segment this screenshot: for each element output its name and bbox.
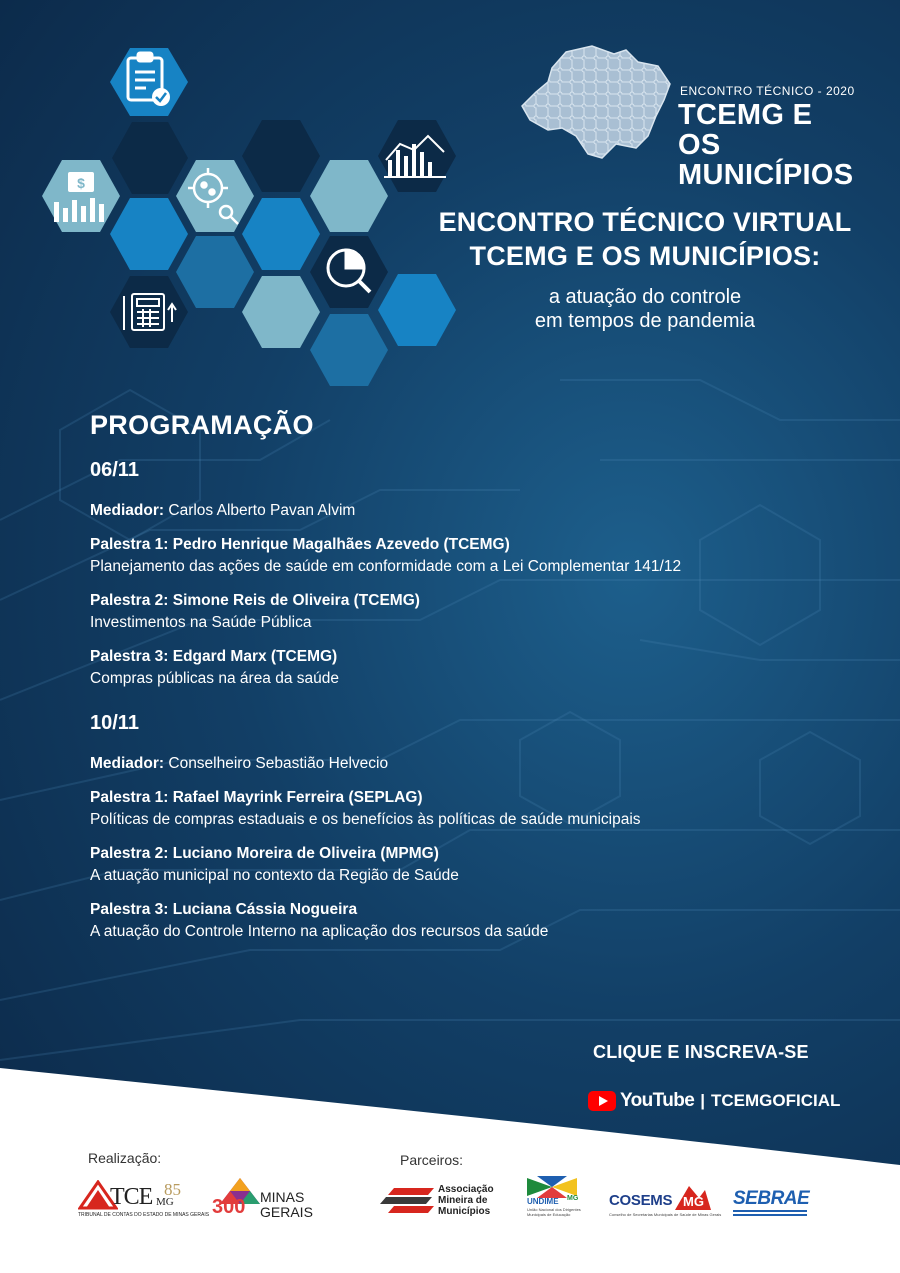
hex-tile	[176, 236, 254, 308]
mediator-label: Mediador:	[90, 755, 165, 772]
mediator-name: Conselheiro Sebastião Helvecio	[168, 755, 389, 772]
hex-tile	[310, 160, 388, 232]
amm-line3: Municípios	[438, 1206, 491, 1217]
mediator	[90, 500, 870, 522]
undime-tagline1: União Nacional dos Dirigentes	[527, 1207, 581, 1212]
day-date: 10/11	[90, 712, 139, 734]
hex-tile	[310, 236, 388, 308]
hex-tile	[112, 122, 188, 194]
mediator-label: Mediador:	[90, 502, 165, 519]
cosems-tagline: Conselho de Secretarias Municipais de Saúde de Minas Gerais	[609, 1212, 722, 1217]
hexagon-grid	[42, 48, 456, 386]
program-day	[90, 459, 870, 690]
talk-speaker: Rafael Mayrink Ferreira (SEPLAG)	[172, 789, 423, 806]
talk-label: Palestra 3:	[90, 648, 169, 665]
undime-tagline2: Municipais de Educação	[527, 1212, 571, 1217]
hex-tile	[176, 160, 254, 232]
logo-subtitle: ENCONTRO TÉCNICO - 2020	[680, 84, 855, 98]
day-date: 06/11	[90, 459, 139, 481]
talk-topic: Investimentos na Saúde Pública	[90, 614, 312, 631]
logo-title-line2: MUNICÍPIOS	[678, 159, 854, 191]
youtube-separator: |	[700, 1091, 706, 1110]
realizacao-label: Realização:	[88, 1150, 162, 1166]
minas-gerais-map-puzzle-icon	[518, 40, 678, 170]
sebrae-name: SEBRAE	[733, 1188, 810, 1209]
talk	[90, 787, 870, 831]
tce-tagline: TRIBUNAL DE CONTAS DO ESTADO DE MINAS GERAIS	[78, 1212, 210, 1218]
headline-line1: ENCONTRO TÉCNICO VIRTUAL	[438, 207, 852, 237]
talk-label: Palestra 1:	[90, 536, 169, 553]
tce-name: TCE	[110, 1184, 153, 1210]
talk-topic: A atuação municipal no contexto da Região de Saúde	[90, 867, 459, 884]
svg-text:$: $	[77, 175, 85, 191]
talk	[90, 590, 870, 634]
logo-title-line1: TCEMG E OS	[678, 99, 813, 161]
talk-label: Palestra 3:	[90, 901, 169, 918]
event-headline	[410, 205, 880, 333]
minas-line1: MINAS	[260, 1189, 305, 1205]
talk	[90, 534, 870, 578]
mediator-name: Carlos Alberto Pavan Alvim	[168, 502, 356, 519]
youtube-handle: TCEMGOFICIAL	[711, 1091, 841, 1110]
sebrae-logo	[733, 1186, 813, 1218]
youtube-wordmark: YouTube	[620, 1090, 695, 1111]
program-section	[90, 410, 870, 955]
headline-line3: a atuação do controle	[548, 286, 742, 308]
logo-title	[678, 100, 858, 190]
hex-tile	[242, 198, 320, 270]
cosems-mark: MG	[683, 1194, 704, 1209]
undime-sup: MG	[567, 1195, 579, 1202]
hex-tile	[242, 120, 320, 192]
talk-topic: A atuação do Controle Interno na aplicação dos recursos da saúde	[90, 923, 549, 940]
hex-tile	[310, 314, 388, 386]
talk	[90, 646, 870, 690]
headline-line2: TCEMG E OS MUNICÍPIOS:	[469, 241, 821, 271]
amm-stripes-icon	[380, 1186, 436, 1216]
talk-label: Palestra 2:	[90, 845, 169, 862]
hex-tile	[110, 198, 188, 270]
minas-line2: GERAIS	[260, 1204, 313, 1220]
amm-line1: Associação	[438, 1184, 494, 1195]
talk-topic: Planejamento das ações de saúde em conformidade com a Lei Complementar 141/12	[90, 558, 682, 575]
talk	[90, 899, 870, 943]
headline-line4: em tempos de pandemia	[534, 310, 756, 332]
tce-mg-logo	[78, 1178, 210, 1222]
hexagon-icon-cluster	[0, 0, 480, 400]
undime-mg-logo	[527, 1176, 587, 1224]
talk-topic: Compras públicas na área da saúde	[90, 670, 340, 687]
minas-gerais-300-logo	[212, 1176, 327, 1222]
talk	[90, 843, 870, 887]
sebrae-underline-stripes-icon	[733, 1210, 807, 1218]
talk-speaker: Luciano Moreira de Oliveira (MPMG)	[172, 845, 439, 862]
undime-name: UNDIME	[527, 1197, 559, 1206]
event-logo	[518, 40, 858, 191]
talk-speaker: Luciana Cássia Nogueira	[172, 901, 358, 918]
tce-sup: MG	[156, 1196, 174, 1208]
talk-label: Palestra 2:	[90, 592, 169, 609]
amm-line2: Mineira de	[438, 1195, 488, 1206]
amm-logo	[380, 1182, 500, 1222]
amm-text	[438, 1184, 494, 1217]
program-title: PROGRAMAÇÃO	[90, 410, 314, 440]
talk-label: Palestra 1:	[90, 789, 169, 806]
mediator	[90, 753, 870, 775]
subscribe-call-to-action[interactable]: CLIQUE E INSCREVA-SE	[593, 1042, 809, 1062]
talk-speaker: Pedro Henrique Magalhães Azevedo (TCEMG)	[172, 536, 510, 553]
program-day	[90, 712, 870, 943]
minas-300: 300	[212, 1196, 246, 1218]
hex-tile	[242, 276, 320, 348]
cosems-name: COSEMS	[609, 1192, 673, 1209]
talk-topic: Políticas de compras estaduais e os benefícios às políticas de saúde municipais	[90, 811, 641, 828]
parceiros-label: Parceiros:	[400, 1152, 464, 1168]
youtube-play-icon	[588, 1091, 616, 1111]
tce-anniversary: 85	[164, 1180, 181, 1199]
talk-speaker: Edgard Marx (TCEMG)	[172, 648, 338, 665]
youtube-channel-link[interactable]	[588, 1088, 840, 1114]
talk-speaker: Simone Reis de Oliveira (TCEMG)	[172, 592, 420, 609]
cosems-mg-logo	[609, 1184, 724, 1224]
